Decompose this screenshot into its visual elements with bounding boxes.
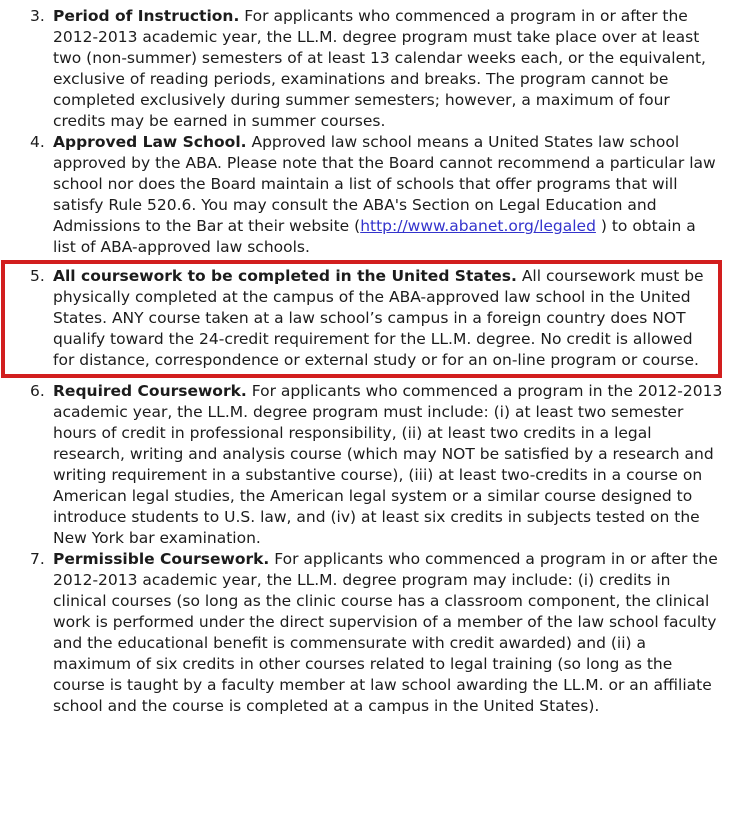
list-item-4 [0, 132, 723, 258]
list-item-content [53, 381, 723, 549]
list-item-6 [0, 381, 723, 549]
list-item-body: All coursework must be physically completed at the campus of the ABA-approved law school in the United States. ANY course taken at a law school’s campus in a foreign country does NOT qualify toward the 24-credit requirement for the LL.M. degree. No credit is allowed for distance, correspondence or external study or for an on-line program or course. [53, 267, 704, 369]
list-item-body: For applicants who commenced a program in or after the 2012-2013 academic year, the LL.M. degree program must take place over at least two (non-summer) semesters of at least 13 calendar weeks each, or the equivalent, exclusive of reading periods, examinations and breaks. The program cannot be completed exclusively during summer semesters; however, a maximum of four credits may be earned in summer courses. [53, 7, 706, 130]
list-item-number: 3. [30, 7, 45, 25]
list-item-number: 7. [30, 550, 45, 568]
list-item-7 [0, 549, 723, 717]
list-item-title: All coursework to be completed in the United States. [53, 267, 517, 285]
list-item-content [53, 132, 723, 258]
list-item-content [53, 6, 723, 132]
list-item-3 [0, 6, 723, 132]
red-highlight-box [1, 260, 722, 378]
list-item-body-before-link: Approved law school means a United States law school approved by the ABA. Please note that the Board cannot recommend a particular law school nor does the Board maintain a list of schools that offer programs that will satisfy Rule 520.6. You may consult the ABA's Section on Legal Education and Admissions to the Bar at their website ( [53, 133, 716, 235]
list-item-number: 4. [30, 133, 45, 151]
list-item-title: Period of Instruction. [53, 7, 240, 25]
list-item-5 [5, 266, 716, 371]
list-item-title: Approved Law School. [53, 133, 247, 151]
list-item-title: Permissible Coursework. [53, 550, 270, 568]
list-item-body-after-link: ) to obtain a list of ABA-approved law schools. [53, 217, 696, 256]
list-item-body: For applicants who commenced a program in or after the 2012-2013 academic year, the LL.M. degree program may include: (i) credits in clinical courses (so long as the clinic course has a classroom component, the clinical work is performed under the direct supervision of a member of the law school faculty and the educational benefit is commensurate with credit awarded) and (ii) a maximum of six credits in other courses related to legal training (so long as the course is taught by a faculty member at law school awarding the LL.M. or an affiliate school and the course is completed at a campus in the United States). [53, 550, 718, 715]
list-item-content [53, 266, 716, 371]
list-item-body: For applicants who commenced a program in the 2012-2013 academic year, the LL.M. degree program must include: (i) at least two semester hours of credit in professional responsibility, (ii) at least two credits in a legal research, writing and analysis course (which may NOT be satisfied by a research and writing requirement in a substantive course), (iii) at least two-credits in a course on American legal studies, the American legal system or a similar course designed to introduce students to U.S. law, and (iv) at least six credits in subjects tested on the New York bar examination. [53, 382, 723, 547]
list-item-content [53, 549, 723, 717]
list-item-number: 6. [30, 382, 45, 400]
list-item-number: 5. [30, 267, 45, 285]
abanet-legaled-link[interactable]: http://www.abanet.org/legaled [360, 217, 596, 235]
list-item-title: Required Coursework. [53, 382, 247, 400]
